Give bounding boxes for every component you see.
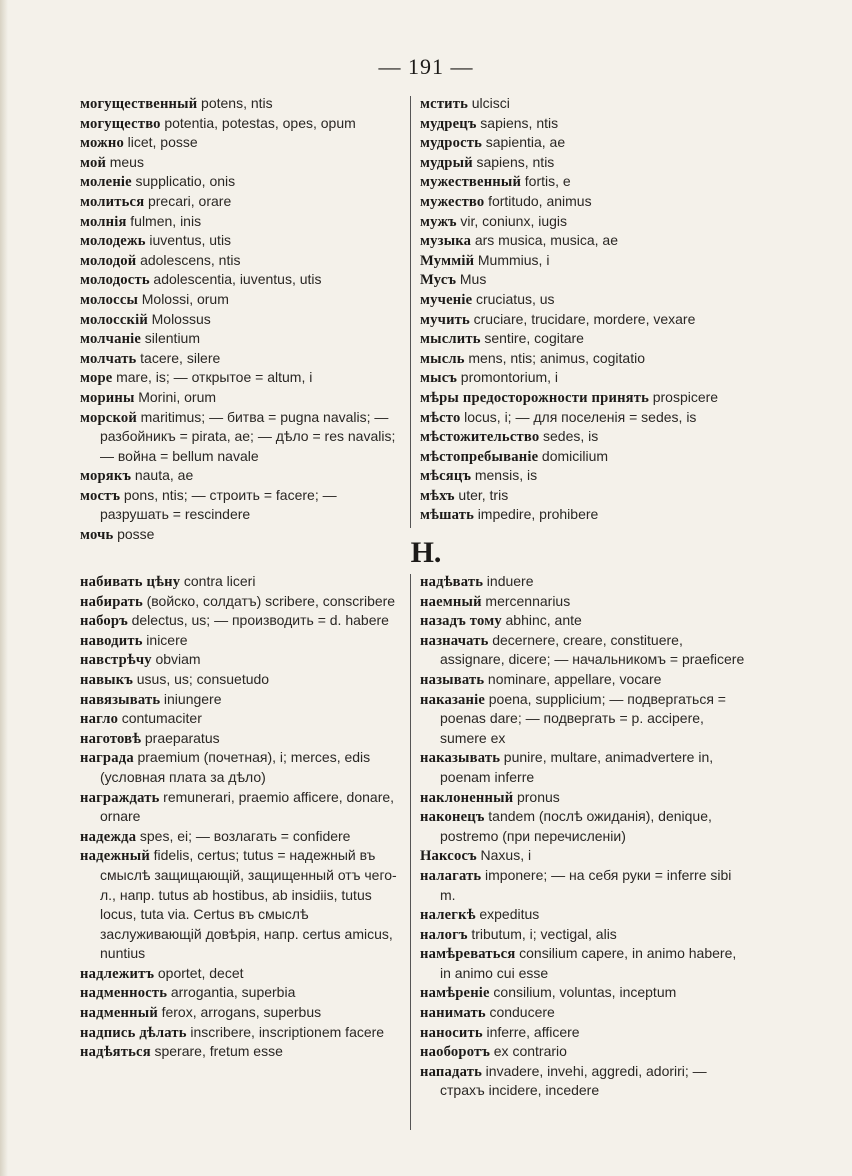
dictionary-entry [80, 1042, 402, 1062]
dictionary-entry [420, 807, 750, 846]
dictionary-entry [420, 368, 750, 388]
entry-headword: надлежитъ [80, 965, 155, 982]
entry-translation: praemium (почетная), i; merces, edis (условная плата за дѣло) [100, 749, 371, 785]
entry-translation: expeditus [479, 906, 540, 923]
entry-headword: навстрѣчу [80, 652, 152, 669]
dictionary-entry [420, 1062, 750, 1101]
entry-translation: punire, multare, animadvertere in, poenam inferre [440, 749, 714, 785]
dictionary-entry [420, 231, 750, 251]
entry-translation: praeparatus [144, 729, 220, 746]
entry-translation: sperare, fretum esse [154, 1043, 283, 1060]
dictionary-entry [420, 905, 750, 925]
entry-headword: мысъ [420, 370, 458, 387]
entry-headword: мысль [420, 350, 465, 367]
dictionary-entry [80, 408, 402, 467]
entry-headword: надежда [80, 828, 137, 845]
entry-translation: impedire, prohibere [477, 506, 599, 523]
entry-translation: Mus [459, 271, 487, 288]
entry-translation: oportet, decet [157, 964, 244, 981]
entry-translation: sentire, cogitare [484, 330, 584, 347]
entry-headword: мужественный [420, 174, 522, 191]
dictionary-entry [420, 388, 750, 408]
dictionary-entry [420, 133, 750, 153]
entry-translation: tandem (послѣ ожиданія), denique, postremo (при перечисленіи) [440, 808, 712, 844]
entry-translation: consilium, voluntas, inceptum [493, 984, 677, 1001]
dictionary-entry [80, 729, 402, 749]
entry-headword: наносить [420, 1024, 483, 1041]
dictionary-entry [420, 944, 750, 983]
entry-translation: tributum, i; vectigal, alis [471, 925, 617, 942]
entry-translation: conducere [489, 1004, 555, 1021]
entry-translation: adolescens, ntis [140, 251, 241, 268]
dictionary-entry [420, 505, 750, 525]
dictionary-entry [420, 925, 750, 945]
dictionary-entry [420, 212, 750, 232]
entry-translation: contra liceri [183, 573, 256, 589]
entry-headword: могущественный [80, 96, 198, 112]
entry-translation: mens, ntis; animus, cogitatio [468, 349, 646, 366]
dictionary-entry [420, 631, 750, 670]
dictionary-entry [420, 1023, 750, 1043]
entry-translation: ferox, arrogans, superbus [161, 1004, 322, 1021]
entry-headword: нападать [420, 1063, 483, 1080]
entry-translation: uter, tris [458, 486, 509, 503]
dictionary-entry [80, 466, 402, 486]
dictionary-entry [420, 572, 750, 592]
section2-right-column [420, 572, 750, 1101]
entry-translation: induere [486, 573, 534, 589]
entry-translation: fortitudo, animus [488, 192, 592, 209]
entry-headword: мыслить [420, 331, 481, 348]
section-letter-heading: Н. [410, 536, 442, 569]
dictionary-entry [80, 964, 402, 984]
entry-translation: poena, supplicium; — подвергаться = poenas dare; — подвергать = p. accipere, sumere ex [440, 690, 726, 746]
dictionary-entry [80, 611, 402, 631]
dictionary-entry [420, 290, 750, 310]
entry-headword: набирать [80, 593, 143, 610]
entry-translation: inferre, afficere [486, 1023, 580, 1040]
entry-translation: locus, i; — для поселенія = sedes, is [464, 408, 697, 425]
dictionary-entry [420, 349, 750, 369]
entry-translation: sapiens, ntis [476, 153, 555, 170]
entry-headword: молодой [80, 252, 137, 269]
entry-headword: молодость [80, 272, 150, 289]
entry-translation: cruciare, trucidare, mordere, vexare [473, 310, 696, 327]
entry-translation: mensis, is [474, 467, 538, 484]
entry-headword: могущество [80, 115, 161, 132]
entry-headword: наказаніе [420, 691, 486, 708]
entry-headword: называть [420, 671, 485, 688]
dictionary-entry [80, 748, 402, 787]
dictionary-entry [420, 788, 750, 808]
entry-translation: invadere, invehi, aggredi, adoriri; — страхъ incidere, incedere [440, 1062, 707, 1099]
entry-translation: remunerari, praemio afficere, donare, ornare [100, 788, 395, 825]
entry-translation: cruciatus, us [475, 290, 555, 307]
entry-headword: мѣры предосторожности принять [420, 389, 650, 406]
entry-translation: iuventus, utis [149, 232, 232, 249]
section2-left-column [80, 572, 402, 1062]
dictionary-entry [80, 631, 402, 651]
dictionary-entry [420, 153, 750, 173]
section1-right-column [420, 94, 750, 525]
dictionary-entry [80, 172, 402, 192]
entry-translation: inscribere, inscriptionem facere [190, 1023, 385, 1040]
entry-translation: ulcisci [471, 95, 510, 111]
dictionary-entry [420, 251, 750, 271]
dictionary-entry [80, 251, 402, 271]
entry-headword: награда [80, 750, 134, 767]
dictionary-entry [80, 133, 402, 153]
entry-headword: молоссы [80, 291, 139, 308]
entry-translation: (войско, солдатъ) scribere, conscribere [146, 592, 396, 609]
entry-translation: fidelis, certus; tutus = надежный въ смыслѣ защищающій, защищенный отъ чего-л., напр. tutus ab hostibus, ab insidiis, tutus locus, tuta via. Certus въ смыслѣ заслуживающій довѣрія, напр. certus amicus, nuntius [100, 847, 397, 962]
entry-headword: нанимать [420, 1005, 486, 1022]
entry-translation: iniungere [163, 690, 222, 707]
entry-headword: наемный [420, 593, 482, 610]
entry-headword: наборъ [80, 613, 128, 630]
entry-translation: delectus, us; — производить = d. habere [131, 612, 389, 629]
dictionary-entry [420, 670, 750, 690]
entry-headword: морины [80, 389, 135, 406]
entry-translation: consilium capere, in animo habere, in animo cui esse [440, 945, 737, 981]
entry-translation: meus [109, 153, 144, 170]
entry-translation: contumaciter [121, 710, 202, 727]
dictionary-entry [420, 486, 750, 506]
entry-headword: мучить [420, 311, 470, 328]
dictionary-entry [80, 212, 402, 232]
entry-headword: наготовѣ [80, 730, 142, 747]
entry-headword: Мусъ [420, 272, 457, 289]
dictionary-entry [80, 388, 402, 408]
entry-headword: мостъ [80, 487, 121, 504]
dictionary-entry [80, 592, 402, 612]
entry-translation: nominare, appellare, vocare [487, 670, 662, 687]
dictionary-entry [80, 329, 402, 349]
dictionary-entry [420, 192, 750, 212]
entry-headword: морякъ [80, 468, 132, 485]
entry-headword: мстить [420, 96, 469, 112]
entry-headword: моленіе [80, 174, 132, 191]
dictionary-entry [80, 270, 402, 290]
entry-translation: Molossus [151, 310, 211, 327]
entry-headword: мученіе [420, 291, 473, 308]
dictionary-entry [80, 827, 402, 847]
entry-translation: adolescentia, iuventus, utis [153, 271, 322, 288]
dictionary-entry [80, 290, 402, 310]
entry-translation: licet, posse [127, 134, 198, 151]
column-divider-bottom [410, 574, 411, 1130]
entry-translation: abhinc, ante [505, 612, 582, 629]
entry-headword: наконецъ [420, 809, 485, 826]
entry-translation: maritimus; — битва = pugna navalis; — разбойникъ = pirata, ae; — дѣло = res navalis; — война = bellum navale [100, 408, 396, 464]
dictionary-entry [420, 690, 750, 749]
dictionary-entry [80, 788, 402, 827]
dictionary-entry [80, 153, 402, 173]
dictionary-entry [420, 866, 750, 905]
entry-translation: posse [117, 526, 155, 543]
entry-translation: precari, orare [147, 192, 232, 209]
entry-translation: imponere; — на себя руки = inferre sibi m. [440, 866, 732, 903]
dictionary-entry [80, 572, 402, 592]
entry-translation: mare, is; — открытое = altum, i [116, 369, 313, 386]
entry-headword: мочь [80, 527, 114, 544]
dictionary-entry [80, 486, 402, 525]
dictionary-entry [420, 172, 750, 192]
entry-headword: молчать [80, 350, 137, 367]
entry-translation: potens, ntis [201, 95, 273, 111]
dictionary-entry [80, 670, 402, 690]
entry-headword: море [80, 370, 113, 387]
dictionary-entry [420, 329, 750, 349]
entry-translation: spes, ei; — возлагать = confidere [139, 827, 351, 844]
entry-headword: мѣшать [420, 507, 475, 524]
entry-headword: мѣхъ [420, 487, 455, 504]
entry-headword: налагать [420, 867, 482, 884]
entry-translation: potentia, potestas, opes, opum [164, 114, 356, 131]
entry-translation: sapientia, ae [485, 134, 566, 151]
entry-headword: назначать [420, 632, 489, 649]
entry-translation: arrogantia, superbia [170, 984, 296, 1001]
entry-translation: sapiens, ntis [480, 114, 559, 131]
entry-translation: obviam [155, 651, 201, 668]
entry-headword: наоборотъ [420, 1044, 491, 1061]
entry-translation: sedes, is [543, 428, 599, 445]
entry-translation: ex contrario [493, 1043, 567, 1060]
entry-headword: молиться [80, 193, 145, 210]
entry-headword: награждать [80, 789, 160, 806]
entry-headword: мѣстопребываніе [420, 448, 539, 465]
entry-headword: мѣсяцъ [420, 468, 472, 485]
dictionary-entry [420, 466, 750, 486]
entry-translation: domicilium [541, 447, 609, 464]
entry-headword: надменность [80, 985, 168, 1002]
dictionary-entry [80, 1003, 402, 1023]
entry-headword: мой [80, 154, 107, 171]
entry-translation: fulmen, inis [130, 212, 202, 229]
entry-headword: набивать цѣну [80, 574, 181, 590]
entry-translation: silentium [144, 330, 201, 347]
entry-translation: tacere, silere [140, 349, 221, 366]
entry-headword: налогъ [420, 926, 468, 943]
dictionary-entry [80, 709, 402, 729]
entry-translation: prospicere [652, 388, 719, 405]
column-divider-top [410, 96, 411, 528]
entry-headword: намѣреніе [420, 985, 490, 1002]
entry-headword: молодежь [80, 233, 146, 250]
dictionary-entry [80, 349, 402, 369]
entry-headword: наказывать [420, 750, 501, 767]
entry-headword: навязывать [80, 691, 161, 708]
entry-translation: Morini, orum [138, 388, 217, 405]
entry-headword: Муммій [420, 252, 475, 269]
dictionary-entry [420, 310, 750, 330]
entry-translation: pronus [516, 788, 560, 805]
entry-headword: налегкѣ [420, 907, 476, 924]
dictionary-entry [80, 94, 402, 114]
entry-headword: надежный [80, 848, 150, 865]
dictionary-entry [80, 690, 402, 710]
entry-headword: мѣсто [420, 409, 461, 426]
entry-headword: надѣвать [420, 574, 484, 590]
dictionary-entry [80, 650, 402, 670]
dictionary-entry [80, 846, 402, 964]
dictionary-entry [80, 368, 402, 388]
entry-headword: наклоненный [420, 789, 514, 806]
entry-headword: нагло [80, 711, 119, 728]
entry-translation: mercennarius [485, 592, 571, 609]
dictionary-entry [420, 270, 750, 290]
dictionary-entry [420, 611, 750, 631]
dictionary-entry [80, 114, 402, 134]
entry-headword: надменный [80, 1005, 158, 1022]
dictionary-entry [420, 983, 750, 1003]
dictionary-entry [420, 94, 750, 114]
entry-translation: inicere [146, 631, 188, 648]
dictionary-entry [80, 192, 402, 212]
entry-headword: надѣяться [80, 1044, 151, 1061]
entry-headword: мудрый [420, 154, 473, 171]
entry-translation: Molossi, orum [141, 290, 229, 307]
page-edge-shadow [0, 0, 8, 1176]
entry-translation: supplicatio, onis [135, 173, 236, 190]
entry-headword: назадъ тому [420, 613, 502, 630]
entry-translation: promontorium, i [460, 369, 559, 386]
dictionary-entry [420, 1003, 750, 1023]
entry-headword: молнія [80, 213, 127, 230]
entry-translation: Naxus, i [480, 847, 532, 864]
dictionary-entry [80, 310, 402, 330]
entry-translation: Mummius, i [477, 251, 550, 268]
entry-headword: мудрецъ [420, 115, 477, 132]
entry-headword: намѣреваться [420, 946, 516, 963]
dictionary-entry [80, 1023, 402, 1043]
entry-headword: морской [80, 409, 137, 426]
entry-translation: decernere, creare, constituere, assignare, dicere; — начальникомъ = praeficere [440, 631, 745, 668]
dictionary-entry [420, 748, 750, 787]
entry-headword: надпись дѣлать [80, 1024, 187, 1041]
entry-headword: Наксосъ [420, 848, 477, 865]
dictionary-entry [80, 983, 402, 1003]
entry-translation: usus, us; consuetudo [136, 670, 270, 687]
dictionary-entry [420, 1042, 750, 1062]
dictionary-entry [420, 592, 750, 612]
entry-translation: fortis, e [524, 173, 571, 190]
entry-headword: молчаніе [80, 331, 142, 348]
dictionary-entry [420, 408, 750, 428]
entry-headword: можно [80, 135, 124, 152]
dictionary-entry [420, 447, 750, 467]
dictionary-entry [420, 114, 750, 134]
entry-headword: навыкъ [80, 671, 134, 688]
entry-translation: ars musica, musica, ae [474, 232, 619, 249]
entry-headword: мужъ [420, 213, 457, 230]
entry-translation: nauta, ae [134, 467, 194, 484]
page-number: — 191 — [378, 54, 474, 79]
dictionary-entry [80, 231, 402, 251]
entry-headword: молосскій [80, 311, 148, 328]
entry-headword: мудрость [420, 135, 483, 152]
entry-headword: мужество [420, 193, 485, 210]
entry-headword: наводить [80, 632, 143, 649]
dictionary-entry [420, 427, 750, 447]
entry-headword: музыка [420, 233, 472, 250]
entry-translation: vir, coniunx, iugis [460, 212, 568, 229]
entry-translation: pons, ntis; — строить = facere; — разрушать = rescindere [100, 486, 337, 523]
section1-left-column [80, 94, 402, 545]
entry-headword: мѣстожительство [420, 429, 540, 446]
dictionary-entry [420, 846, 750, 866]
